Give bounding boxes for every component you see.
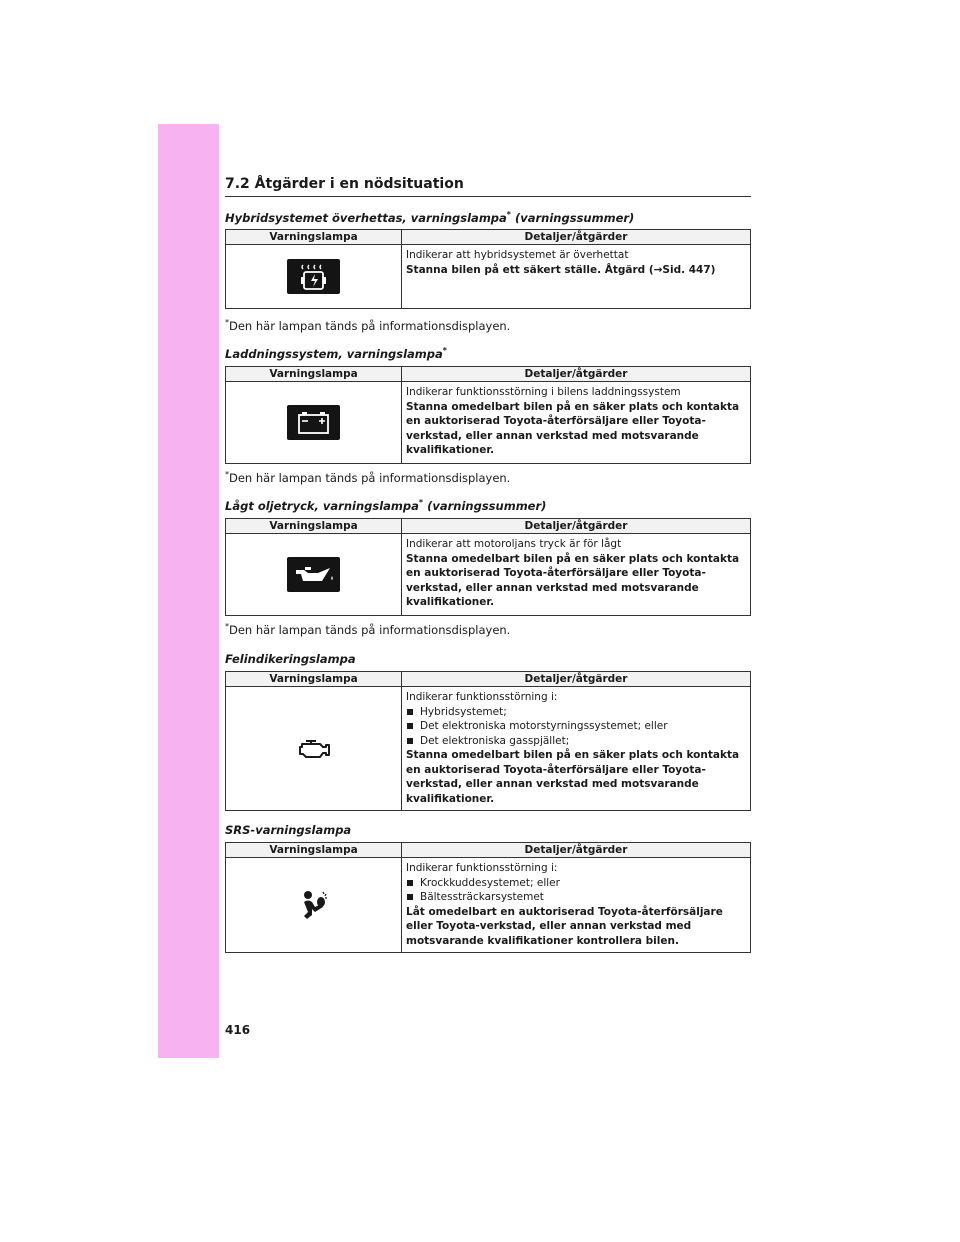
header-warning-lamp: Varningslampa: [226, 519, 402, 534]
detail-action: Låt omedelbart en auktoriserad Toyota-återförsäljare eller Toyota-verkstad, eller annan verkstad med motsvarande kvalifikationer kontrollera bilen.: [406, 905, 723, 947]
warning-table-charging: [225, 366, 751, 464]
details-cell: [402, 858, 751, 953]
oil-can-icon: [287, 557, 340, 592]
header-warning-lamp: Varningslampa: [226, 843, 402, 858]
detail-action: Stanna omedelbart bilen på en säker plats och kontakta en auktoriserad Toyota-återförsäljare eller Toyota-verkstad, eller annan verkstad med motsvarande kvalifikationer.: [406, 552, 740, 608]
chapter-margin-strip: [158, 124, 219, 1058]
detail-bullet: Det elektroniska motorstyrningssystemet; eller: [406, 719, 746, 734]
details-cell: [402, 534, 751, 616]
details-cell: [402, 382, 751, 464]
header-details: Detaljer/åtgärder: [402, 843, 751, 858]
page-number: 416: [225, 1023, 251, 1037]
header-warning-lamp: Varningslampa: [226, 367, 402, 382]
footnote: *Den här lampan tänds på informationsdisplayen.: [225, 318, 511, 333]
detail-indication: Indikerar att hybridsystemet är överhettat: [406, 249, 629, 261]
detail-action: Stanna omedelbart bilen på en säker plats och kontakta en auktoriserad Toyota-återförsäljare eller Toyota-verkstad, eller annan verkstad med motsvarande kvalifikationer.: [406, 400, 740, 456]
header-details: Detaljer/åtgärder: [402, 230, 751, 245]
lamp-cell: [226, 245, 402, 309]
detail-action: Stanna bilen på ett säkert ställe. Åtgärd (→Sid. 447): [406, 263, 716, 276]
section-title-charging: Laddningssystem, varningslampa*: [225, 346, 447, 361]
lamp-cell: [226, 534, 402, 616]
warning-table-hybrid-overheat: [225, 229, 751, 309]
lamp-cell: [226, 382, 402, 464]
header-details: Detaljer/åtgärder: [402, 672, 751, 687]
warning-table-srs: [225, 842, 751, 953]
chapter-title: 7.2 Åtgärder i en nödsituation: [225, 176, 751, 197]
section-title-malfunction: Felindikeringslampa: [225, 651, 356, 666]
warning-table-malfunction: [225, 671, 751, 811]
detail-bullet: Hybridsystemet;: [406, 705, 746, 720]
section-title-hybrid-overheat: Hybridsystemet överhettas, varningslampa* (varningssummer): [225, 210, 635, 225]
hybrid-overheat-icon: [287, 259, 340, 294]
detail-indication: Indikerar funktionsstörning i:: [406, 862, 558, 874]
header-details: Detaljer/åtgärder: [402, 519, 751, 534]
detail-bullet: Krockkuddesystemet; eller: [406, 876, 746, 891]
check-engine-icon: [226, 736, 401, 762]
detail-bullet: Bältessträckarsystemet: [406, 890, 746, 905]
header-details: Detaljer/åtgärder: [402, 367, 751, 382]
detail-indication: Indikerar funktionsstörning i bilens laddningssystem: [406, 386, 681, 398]
detail-indication: Indikerar funktionsstörning i:: [406, 691, 558, 703]
header-warning-lamp: Varningslampa: [226, 230, 402, 245]
details-cell: [402, 245, 751, 309]
detail-bullet: Det elektroniska gasspjället;: [406, 734, 746, 749]
header-warning-lamp: Varningslampa: [226, 672, 402, 687]
lamp-cell: [226, 687, 402, 811]
warning-table-oil-pressure: [225, 518, 751, 616]
detail-action: Stanna omedelbart bilen på en säker plats och kontakta en auktoriserad Toyota-återförsäljare eller Toyota-verkstad, eller annan verkstad med motsvarande kvalifikationer.: [406, 749, 740, 805]
section-title-oil-pressure: Lågt oljetryck, varningslampa* (varningssummer): [225, 498, 547, 513]
section-title-srs: SRS-varningslampa: [225, 822, 352, 837]
details-cell: [402, 687, 751, 811]
lamp-cell: [226, 858, 402, 953]
airbag-icon: [226, 889, 401, 921]
footnote: *Den här lampan tänds på informationsdisplayen.: [225, 470, 511, 485]
detail-indication: Indikerar att motoroljans tryck är för lågt: [406, 538, 622, 550]
battery-icon: [287, 405, 340, 440]
footnote: *Den här lampan tänds på informationsdisplayen.: [225, 622, 511, 637]
